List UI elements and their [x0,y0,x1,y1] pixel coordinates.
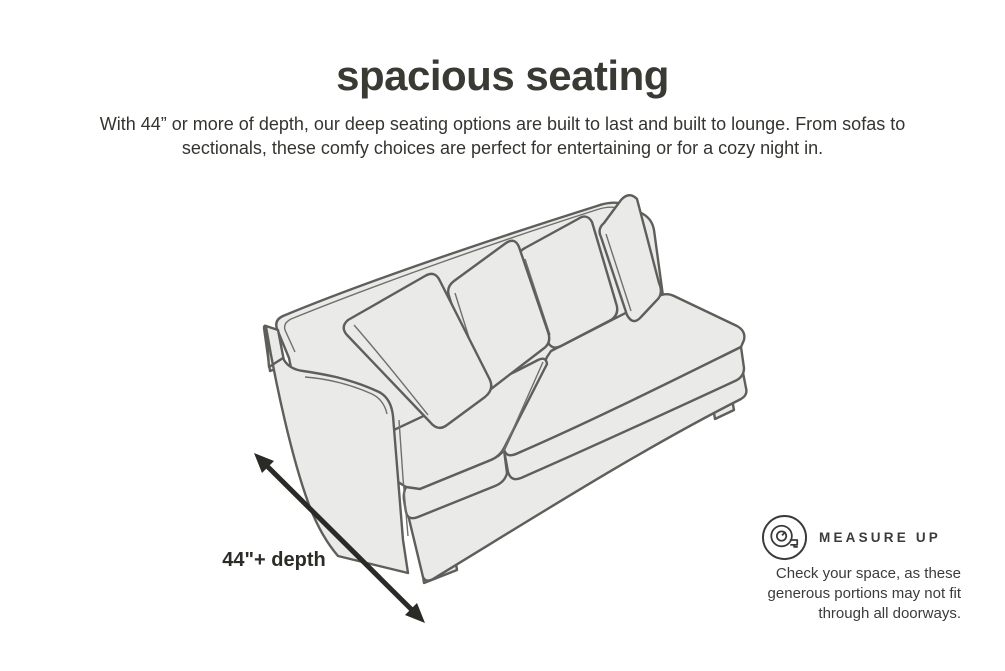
measure-up-note-line: through all doorways. [818,605,961,622]
measure-up-heading: MEASURE UP [819,530,942,545]
measure-up-note [755,564,961,624]
depth-dimension-label: 44"+ depth [222,549,326,571]
tape-measure-icon [761,514,808,561]
measure-up-note-line: generous portions may not fit [767,585,961,602]
page-description: With 44” or more of depth, our deep seating options are built to last and built to lounge. From sofas to sectionals, these comfy choices are perfect for entertaining or for a cozy night in. [99,114,906,158]
measure-up-callout [755,514,961,624]
page-title: spacious seating [336,52,669,99]
measure-up-note-line: Check your space, as these [775,565,961,582]
measure-up-header [761,514,961,561]
